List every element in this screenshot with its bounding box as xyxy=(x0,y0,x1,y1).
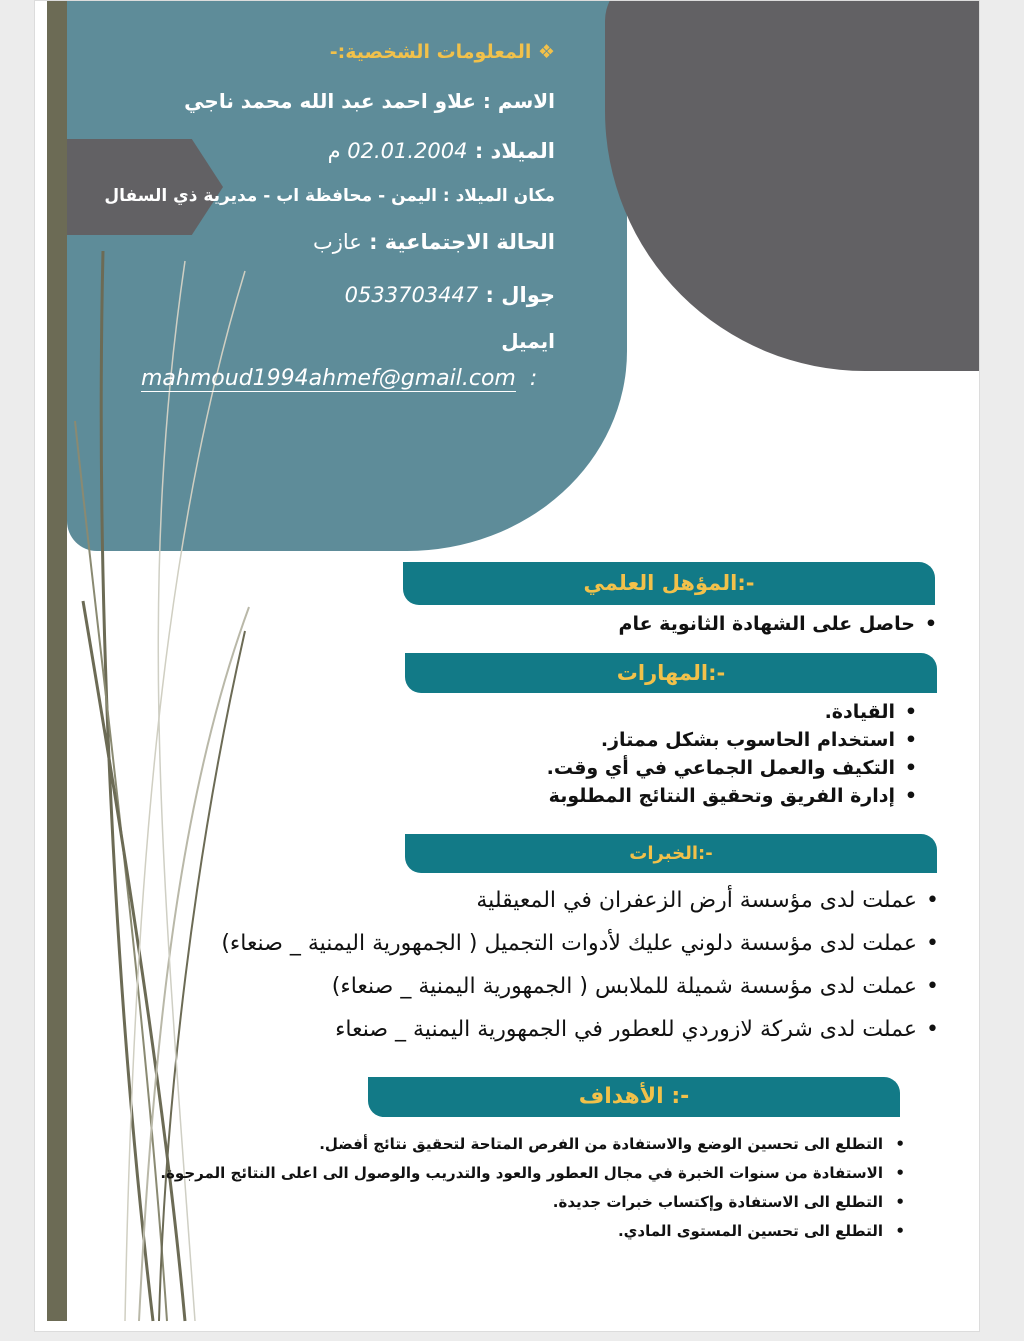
resume-page xyxy=(34,0,980,1332)
email-label: ايميل xyxy=(501,329,555,353)
birth-label: الميلاد : xyxy=(467,139,555,163)
list-item: • التكيف والعمل الجماعي في أي وقت. xyxy=(547,754,895,782)
list-item: • التطلع الى الاستفادة وإكتساب خبرات جديدة. xyxy=(160,1188,883,1217)
phone-row xyxy=(345,283,555,307)
list-item: • حاصل على الشهادة الثانوية عام xyxy=(619,613,915,635)
list-item: • عملت لدى مؤسسة أرض الزعفران في المعيقلية xyxy=(221,879,917,922)
status-label: الحالة الاجتماعية : xyxy=(361,230,555,254)
personal-info-heading: ❖ المعلومات الشخصية:- xyxy=(329,41,555,63)
goals-list xyxy=(160,1130,903,1246)
marital-status-row xyxy=(313,230,555,254)
birthplace-row: مكان الميلاد : اليمن - محافظة اب - مديرية ذي السفال xyxy=(104,186,555,206)
qualification-heading: المؤهل العلمي:- xyxy=(403,562,935,605)
list-item: • استخدام الحاسوب بشكل ممتاز. xyxy=(547,726,895,754)
phone-label: جوال : xyxy=(478,283,555,307)
list-item: • الاستفادة من سنوات الخبرة في مجال العطور والعود والتدريب والوصول الى اعلى النتائج المرجوة. xyxy=(160,1159,883,1188)
list-item: • التطلع الى تحسين المستوى المادي. xyxy=(160,1217,883,1246)
qualification-list xyxy=(619,613,935,635)
phone-value: 0533703447 xyxy=(344,283,479,307)
skills-list xyxy=(547,698,915,810)
list-item: • عملت لدى شركة لازوردي للعطور في الجمهورية اليمنية _ صنعاء xyxy=(221,1008,917,1051)
name-row xyxy=(184,89,555,113)
list-item: • عملت لدى مؤسسة شميلة للملابس ( الجمهورية اليمنية _ صنعاء) xyxy=(221,965,917,1008)
email-row xyxy=(141,366,537,391)
birth-suffix: م xyxy=(327,139,348,163)
email-colon: : xyxy=(529,366,538,391)
list-item: • القيادة. xyxy=(547,698,895,726)
birth-value: 02.01.2004 xyxy=(347,139,468,163)
list-item: • عملت لدى مؤسسة دلوني عليك لأدوات التجميل ( الجمهورية اليمنية _ صنعاء) xyxy=(221,922,917,965)
email-link[interactable]: mahmoud1994ahmef@gmail.com xyxy=(141,366,516,391)
experience-list xyxy=(221,879,937,1051)
name-label: الاسم : xyxy=(475,89,555,113)
name-value: علاو احمد عبد الله محمد ناجي xyxy=(184,89,476,113)
goals-heading: الأهداف :- xyxy=(368,1077,900,1117)
skills-heading: المهارات:- xyxy=(405,653,937,693)
list-item: • التطلع الى تحسين الوضع والاستفادة من الفرص المتاحة لتحقيق نتائج أفضل. xyxy=(160,1130,883,1159)
list-item: • إدارة الفريق وتحقيق النتائج المطلوبة xyxy=(547,782,895,810)
experience-heading: الخبرات:- xyxy=(405,834,937,873)
status-value: عازب xyxy=(312,230,362,254)
birth-row xyxy=(328,139,555,163)
